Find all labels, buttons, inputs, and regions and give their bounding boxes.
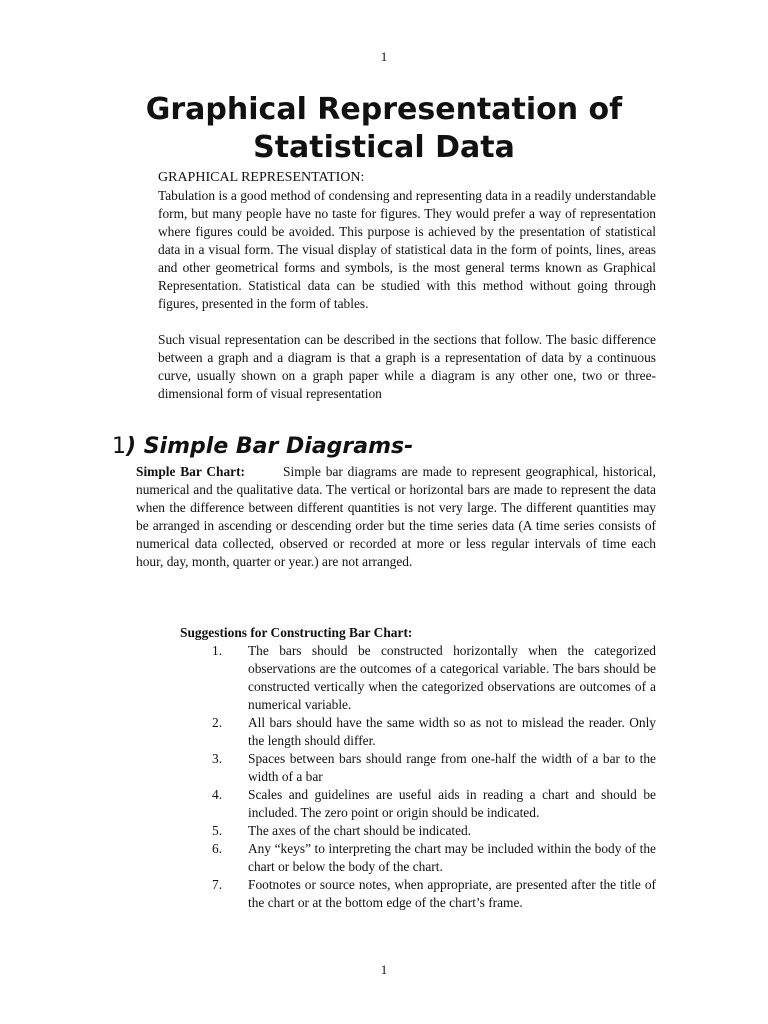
suggestions-list (180, 642, 656, 912)
heading-number: 1 (112, 434, 126, 459)
list-item-number: 1. (212, 643, 223, 658)
list-item-text: Scales and guidelines are useful aids in reading a chart and should be included. The zero point or origin should be indicated. (248, 787, 656, 820)
page-number-top: 1 (380, 49, 388, 64)
list-item (180, 840, 656, 876)
list-item (180, 750, 656, 786)
list-item-text: The axes of the chart should be indicated. (248, 823, 472, 838)
difference-paragraph: Such visual representation can be described in the sections that follow. The basic difference between a graph and a diagram is that a graph is a representation of data by a continuous curve, usually shown on a graph paper while a diagram is any other one, two or three-dimensional form of visual representation (158, 332, 656, 401)
suggestions-heading: Suggestions for Constructing Bar Chart: (180, 625, 413, 640)
list-item-text: All bars should have the same width so as not to mislead the reader. Only the length should differ. (248, 715, 656, 748)
list-item-text: Any “keys” to interpreting the chart may be included within the body of the chart or below the body of the chart. (248, 841, 656, 874)
intro-paragraph: Tabulation is a good method of condensing and representing data in a readily understandable form, but many people have no taste for figures. They would prefer a way of representation where figures could be avoided. This purpose is achieved by the presentation of statistical data in a visual form. The visual display of statistical data in the form of points, lines, areas and other geometrical forms and symbols, is the most general terms known as Graphical Representation. Statistical data can be studied with this method without going through figures, presented in the form of tables. (158, 188, 656, 311)
list-item (180, 786, 656, 822)
page-number-bottom: 1 (380, 962, 388, 977)
list-item-number: 2. (212, 715, 223, 730)
list-item (180, 714, 656, 750)
title-line-1: Graphical Representation of (145, 92, 623, 127)
list-item (180, 642, 656, 714)
list-item-number: 4. (212, 787, 223, 802)
list-item-number: 3. (212, 751, 223, 766)
list-item-text: Spaces between bars should range from one-half the width of a bar to the width of a bar (248, 751, 656, 784)
list-item-number: 6. (212, 841, 223, 856)
list-item (180, 876, 656, 912)
bar-diagrams-heading (112, 432, 413, 462)
title-line-2: Statistical Data (253, 130, 515, 165)
list-item-text: The bars should be constructed horizontally when the categorized observations are the outcomes of a categorical variable. The bars should be constructed vertically when the categorized observations are outcomes of a numerical variable. (248, 643, 656, 712)
list-item-number: 7. (212, 877, 223, 892)
heading-text: ) Simple Bar Diagrams- (126, 434, 414, 459)
list-item (180, 822, 656, 840)
section-heading: GRAPHICAL REPRESENTATION: (158, 170, 365, 185)
simple-bar-chart-paragraph (136, 463, 656, 571)
simple-bar-chart-text: Simple bar diagrams are made to represent geographical, historical, numerical and the qualitative data. The vertical or horizontal bars are made to represent the data when the difference between different quantities is not very large. The different quantities may be arranged in ascending or descending order but the time series data (A time series consists of numerical data collected, observed or recorded at more or less regular intervals of time each hour, day, month, quarter or year.) are not arranged. (136, 464, 656, 569)
page-title (0, 91, 768, 167)
simple-bar-chart-label: Simple Bar Chart: (136, 464, 246, 479)
list-item-number: 5. (212, 823, 223, 838)
list-item-text: Footnotes or source notes, when appropriate, are presented after the title of the chart or at the bottom edge of the chart’s frame. (248, 877, 656, 910)
